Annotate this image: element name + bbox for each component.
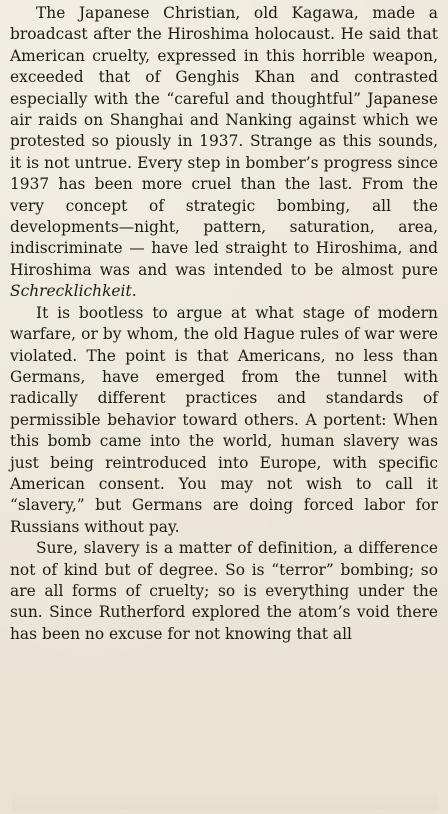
paragraph-slavery <box>10 538 438 645</box>
paragraph-kagawa-text: The Japanese Christian, old Kagawa, made a broadcast after the Hiroshima holocaust. He said that American cruelty, expressed in this horrible weapon, exceeded that of Genghis Khan and contrasted especially with the “careful and thoughtful” Japanese air raids on Shanghai and Nanking against which we protested so piously in 1937. Strange as this sounds, it is not untrue. Every step in bomber’s progress since 1937 has been more cruel than the last. From the very concept of strategic bombing, all the developments—night, pattern, saturation, area, indiscriminate — have led straight to Hiroshima, and Hiroshima was and was intended to be almost pure <box>10 4 438 279</box>
article-column <box>10 3 438 645</box>
paragraph-kagawa <box>10 3 438 303</box>
paragraph-hague-rules-text: It is bootless to argue at what stage of modern warfare, or by whom, the old Hague rules of war were violated. The point is that Americans, no less than Germans, have emerged from the tunnel with radically different practices and standards of permissible behavior toward others. A portent: When this bomb came into the world, human slavery was just being reintroduced into Europe, with specific American consent. You may not wish to call it “slavery,” but Germans are doing forced labor for Russians without pay. <box>10 303 438 536</box>
paper-shadow <box>12 790 438 810</box>
paragraph-slavery-text: Sure, slavery is a matter of definition, a difference not of kind but of degree. So is “terror” bombing; so are all forms of cruelty; so is everything under the sun. Since Rutherford explored the atom’s void there has been no excuse for not knowing that all <box>10 539 438 643</box>
paragraph-kagawa-ending: . <box>131 282 137 301</box>
paragraph-kagawa-emphasis: Schrecklichkeit <box>10 282 132 301</box>
paragraph-hague-rules <box>10 303 438 538</box>
